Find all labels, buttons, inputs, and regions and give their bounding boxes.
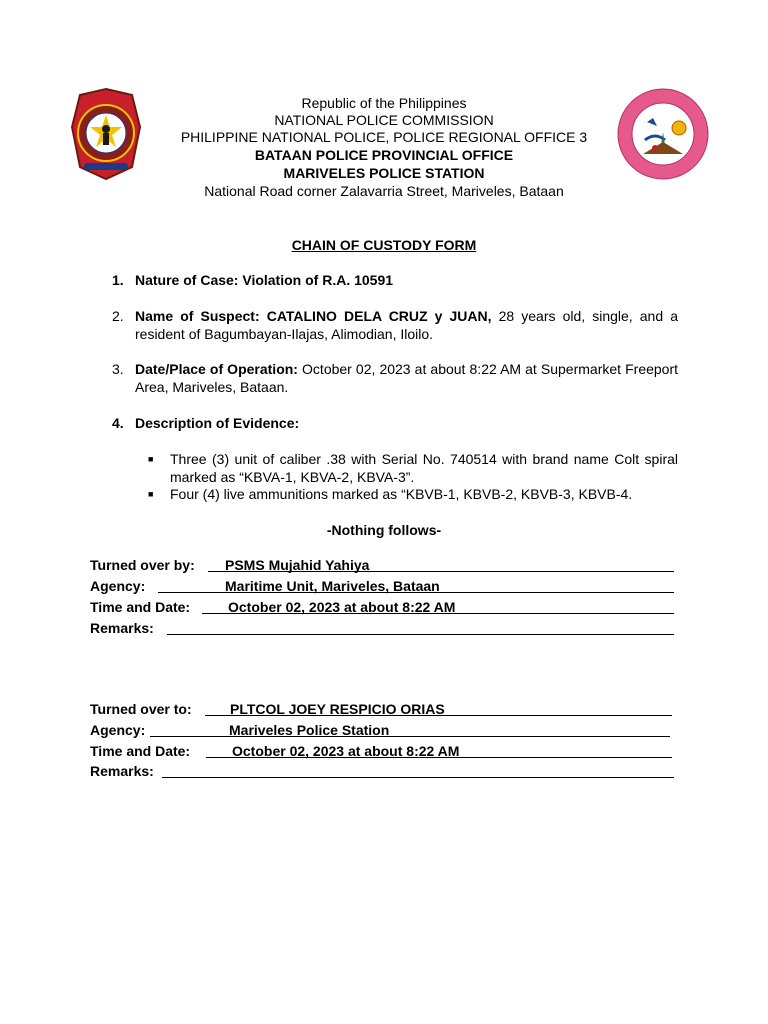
- agency-to-row: [90, 721, 676, 739]
- header-republic: Republic of the Philippines: [301, 95, 467, 111]
- suspect-label: Name of Suspect:: [135, 308, 260, 324]
- suspect-details: 28 years old, single, and a resident of Bagumbayan-Ilajas, Alimodian, Iloilo.: [135, 308, 678, 342]
- header-mps: MARIVELES POLICE STATION: [283, 165, 485, 181]
- header-address: National Road corner Zalavarria Street, Mariveles, Bataan: [204, 183, 564, 199]
- time-date-to-label: Time and Date:: [90, 743, 191, 759]
- evidence-item: ■ Four (4) live ammunitions marked as “KBVB-1, KBVB-2, KBVB-3, KBVB-4.: [148, 486, 633, 502]
- turned-over-by-value: PSMS Mujahid Yahiya: [225, 557, 370, 573]
- turned-over-to-row: [90, 700, 676, 718]
- time-date-by-row: [90, 598, 676, 616]
- form-title: CHAIN OF CUSTODY FORM: [291, 237, 477, 253]
- item-number: 4.: [112, 415, 124, 431]
- remarks-to-label: Remarks:: [90, 763, 154, 779]
- turned-over-by-row: [90, 556, 676, 574]
- agency-to-label: Agency:: [90, 722, 146, 738]
- item-number: 3.: [112, 361, 124, 377]
- item-number: 1.: [112, 272, 124, 288]
- time-date-by-label: Time and Date:: [90, 599, 191, 615]
- agency-to-value: Mariveles Police Station: [229, 722, 390, 738]
- header-bppo: BATAAN POLICE PROVINCIAL OFFICE: [254, 147, 514, 163]
- header-napolcom: NATIONAL POLICE COMMISSION: [274, 112, 494, 128]
- agency-by-label: Agency:: [90, 578, 146, 594]
- bullet-icon: ■: [148, 489, 154, 499]
- date-place-label: Date/Place of Operation:: [135, 361, 298, 377]
- evidence-label: Description of Evidence:: [135, 415, 300, 431]
- item-date-place: [112, 360, 678, 396]
- item-nature-of-case: [112, 271, 678, 289]
- nothing-follows: -Nothing follows-: [326, 522, 442, 538]
- remarks-by-label: Remarks:: [90, 620, 154, 636]
- time-date-to-row: [90, 742, 676, 760]
- time-date-by-value: October 02, 2023 at about 8:22 AM: [228, 599, 456, 615]
- suspect-name: CATALINO DELA CRUZ y JUAN,: [266, 308, 492, 324]
- bullet-icon: ■: [148, 454, 154, 464]
- turned-over-to-value: PLTCOL JOEY RESPICIO ORIAS: [230, 701, 445, 717]
- agency-by-row: [90, 577, 676, 595]
- agency-by-value: Maritime Unit, Mariveles, Bataan: [225, 578, 440, 594]
- item-name-of-suspect: [112, 307, 678, 343]
- evidence-item: ■ Three (3) unit of caliber .38 with Serial No. 740514 with brand name Colt spiral marked as “KBVA-1, KBVA-2, KBVA-3”.: [148, 451, 678, 485]
- date-place-value: October 02, 2023 at about 8:22 AM at Supermarket Freeport Area, Mariveles, Bataan.: [135, 361, 679, 395]
- time-date-to-value: October 02, 2023 at about 8:22 AM: [232, 743, 460, 759]
- nature-of-case-label: Nature of Case: Violation of R.A. 10591: [135, 272, 394, 288]
- item-description-of-evidence: [112, 414, 678, 432]
- turned-over-to-label: Turned over to:: [90, 701, 192, 717]
- header-pnp-pro3: PHILIPPINE NATIONAL POLICE, POLICE REGIONAL OFFICE 3: [180, 129, 588, 145]
- remarks-to-row: [90, 762, 676, 780]
- turned-over-by-label: Turned over by:: [90, 557, 195, 573]
- remarks-by-row: [90, 619, 676, 637]
- item-number: 2.: [112, 308, 124, 324]
